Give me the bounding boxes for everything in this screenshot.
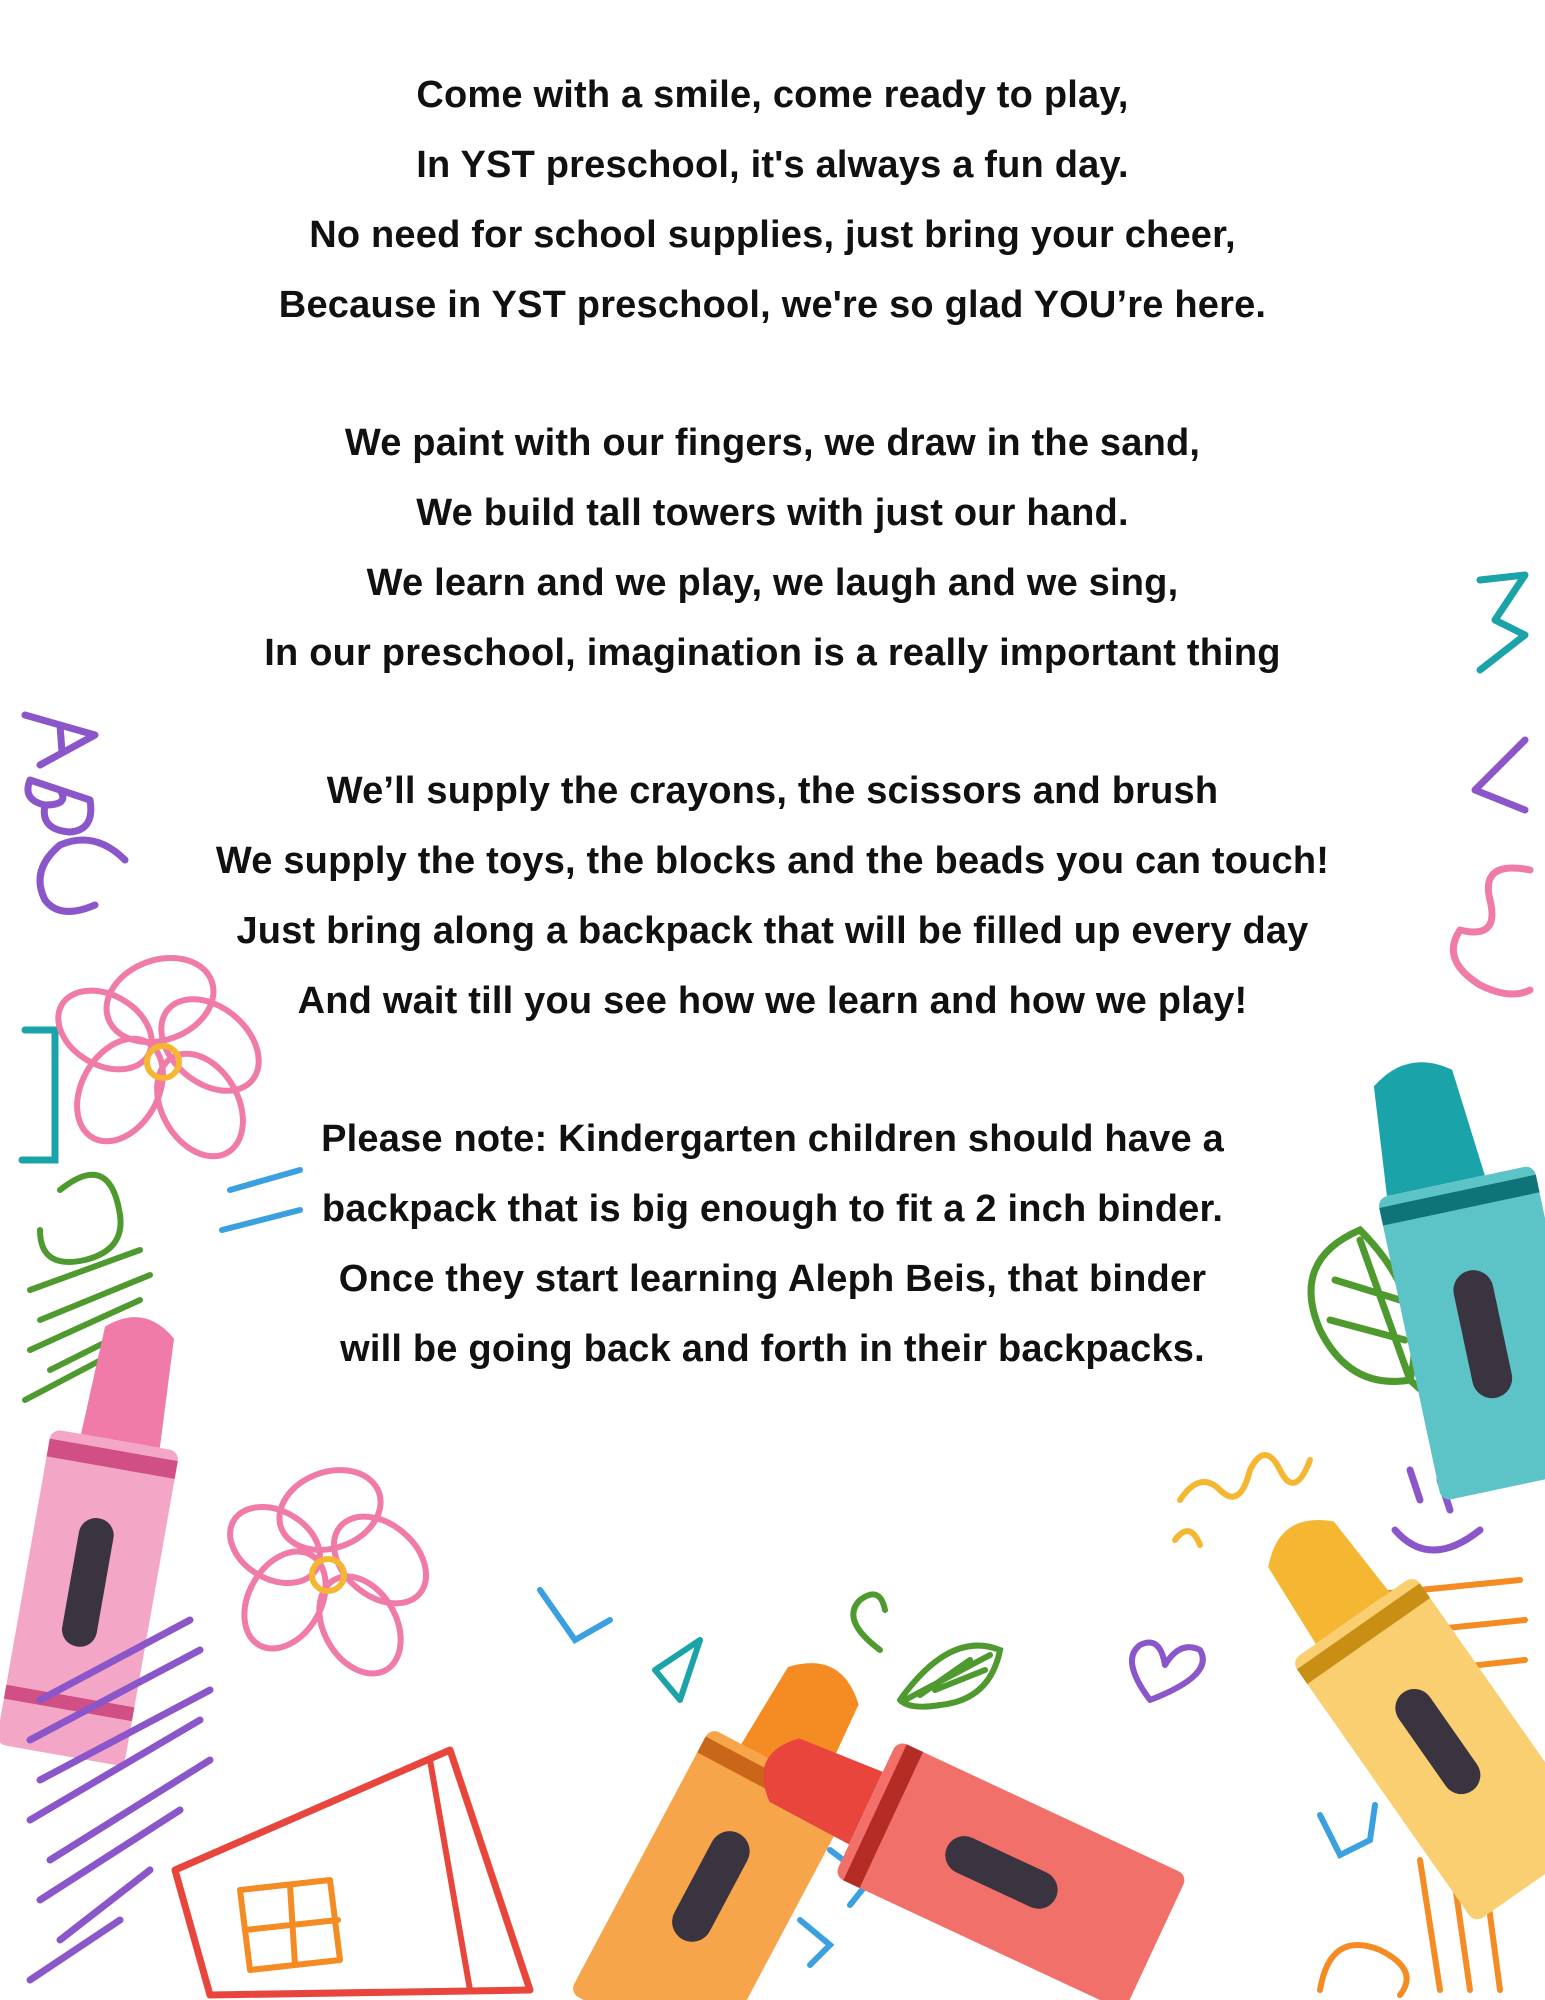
poem-line: In YST preschool, it's always a fun day.	[416, 144, 1129, 186]
poem	[0, 60, 1545, 1452]
yellow-crayon	[1228, 1485, 1545, 1923]
note-line: Once they start learning Aleph Beis, that binder	[338, 1258, 1207, 1300]
note-line: will be going back and forth in their backpacks.	[340, 1328, 1205, 1370]
poem-line: In our preschool, imagination is a really important thing	[264, 632, 1281, 674]
green-leaf-doodle	[853, 1594, 1000, 1706]
poem-line: We learn and we play, we laugh and we sing,	[366, 562, 1179, 604]
yellow-squiggle-doodle	[1180, 1455, 1310, 1500]
heart-doodle	[1132, 1643, 1203, 1701]
stanza-3	[0, 756, 1545, 1036]
poem-line: Because in YST preschool, we're so glad YOU’re here.	[278, 284, 1267, 326]
stanza-1	[0, 60, 1545, 340]
poem-line: Come with a smile, come ready to play,	[416, 74, 1129, 116]
flower-doodle-2	[216, 1457, 443, 1689]
yellow-squiggle-doodle-2	[1175, 1531, 1200, 1545]
house-doodle	[175, 1750, 530, 1995]
note-line: backpack that is big enough to fit a 2 inch binder.	[321, 1188, 1224, 1230]
poem-line: We supply the toys, the blocks and the beads you can touch!	[215, 840, 1330, 882]
poem-line: We’ll supply the crayons, the scissors and brush	[326, 770, 1219, 812]
note-line: Please note: Kindergarten children should have a	[321, 1118, 1224, 1160]
poem-line: We build tall towers with just our hand.	[416, 492, 1129, 534]
poem-line: And wait till you see how we learn and how we play!	[297, 980, 1248, 1022]
kindergarten-note	[0, 1104, 1545, 1384]
poem-line: Just bring along a backpack that will be filled up every day	[236, 910, 1309, 952]
poem-line: No need for school supplies, just bring your cheer,	[309, 214, 1236, 256]
stanza-2	[0, 408, 1545, 688]
poem-line: We paint with our fingers, we draw in the sand,	[344, 422, 1201, 464]
blue-hook-doodle	[1320, 1805, 1375, 1855]
triangle-doodle	[655, 1640, 700, 1700]
